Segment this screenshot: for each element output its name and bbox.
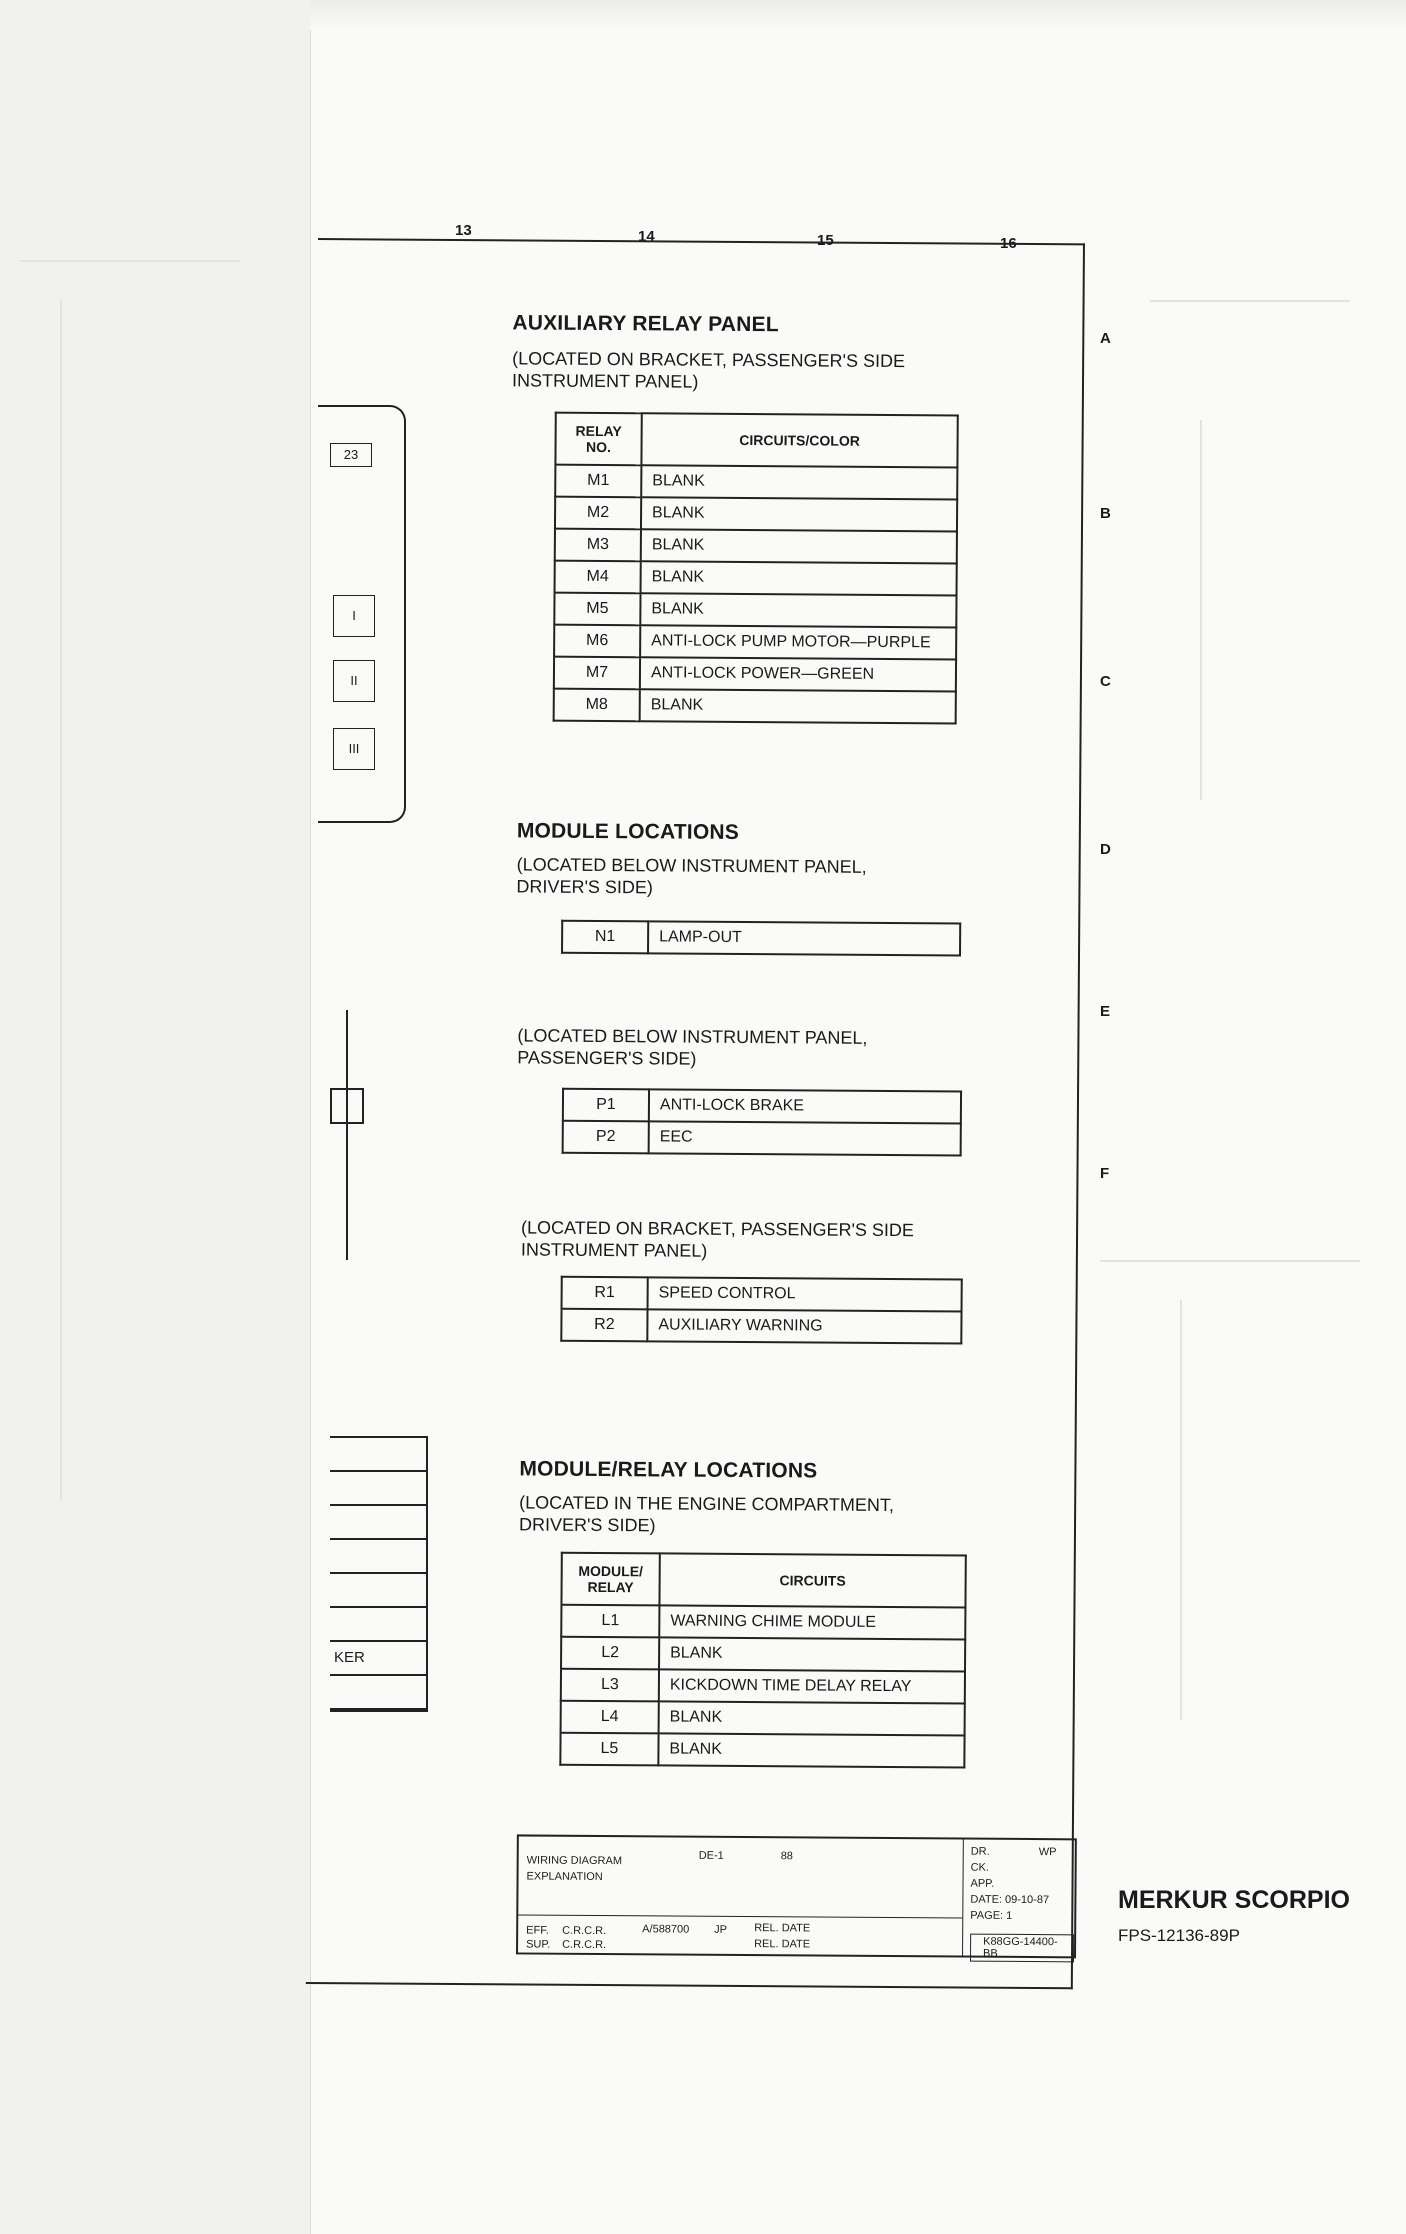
module-no: P2 [563,1121,649,1154]
title-eff: EFF. [526,1924,549,1937]
table-row [563,1089,961,1124]
module-no: P1 [563,1089,649,1122]
relay-no: M3 [555,529,641,562]
module-circuit: KICKDOWN TIME DELAY RELAY [659,1669,965,1703]
plug-i: I [333,595,375,637]
table-row [561,1605,965,1640]
title-divider [518,1914,962,1918]
title-crcr1: C.R.C.R. [562,1924,607,1938]
relay-circuit: BLANK [640,593,956,627]
relay-circuit: BLANK [641,497,957,531]
aux-relay-panel-title: AUXILIARY RELAY PANEL [512,311,779,337]
title-app: APP. [970,1877,995,1890]
engine-module-relay-table [559,1552,966,1769]
ghost-line [1150,300,1350,302]
row-letter-d: D [1100,841,1111,858]
ghost-line [1180,1300,1182,1720]
subtitle-line: DRIVER'S SIDE) [516,876,654,898]
relay-no: M8 [554,689,640,722]
table-row [561,1701,965,1736]
module-no: N1 [562,921,648,954]
brand-title: MERKUR SCORPIO [1118,1886,1350,1914]
relay-no: M1 [555,465,641,498]
relay-circuit: AUXILIARY WARNING [647,1309,961,1343]
stack-row-label: KER [330,1642,426,1676]
title-date: DATE: 09-10-87 [970,1893,1050,1907]
column-number-14: 14 [638,228,655,245]
title-wp: WP [1038,1846,1057,1859]
title-rel-date2: REL. DATE [754,1938,811,1951]
row-letter-a: A [1100,330,1111,347]
relay-circuit: ANTI-LOCK PUMP MOTOR—PURPLE [640,625,956,659]
plug-iii: III [333,728,375,770]
table-row [554,657,956,692]
ghost-line [1200,420,1202,800]
ghost-line [60,300,62,1500]
ghost-line [1100,1260,1360,1262]
passenger-module-table [562,1088,962,1157]
header-circuits-color: CIRCUITS/COLOR [641,413,957,467]
title-rel-date1: REL. DATE [754,1922,811,1935]
subtitle-line: (LOCATED IN THE ENGINE COMPARTMENT, [519,1492,894,1516]
title-code: DE-1 [698,1849,724,1862]
relay-circuit: BLANK [640,689,956,723]
module-no: L3 [561,1669,659,1702]
title-sup: SUP. [526,1938,551,1951]
table-row [561,1637,965,1672]
table-row [561,1669,965,1704]
table-row [561,1309,961,1344]
table-row [555,529,957,564]
subtitle-line: (LOCATED BELOW INSTRUMENT PANEL, [517,1025,868,1048]
relay-no: M7 [554,657,640,690]
module-no: L2 [561,1637,659,1670]
table-row [555,561,957,596]
top-shade [310,0,1406,30]
table-row [555,465,957,500]
module-locations-bracket-subtitle [521,1216,914,1263]
table-row [554,689,956,724]
title-drawing-no: K88GG-14400-BB [970,1934,1074,1963]
relay-no: M2 [555,497,641,530]
header-module-relay: MODULE/ RELAY [561,1553,659,1606]
title-year: 88 [780,1850,794,1863]
content-area [306,238,1083,1985]
ghost-line [20,260,240,262]
relay-no: M4 [555,561,641,594]
module-circuit: WARNING CHIME MODULE [659,1605,965,1639]
plug-ii: II [333,660,375,702]
title-dr: DR. [970,1845,990,1858]
module-no: L4 [561,1701,659,1734]
row-letter-b: B [1100,505,1111,522]
title-name-line2: EXPLANATION [526,1870,603,1884]
module-circuit: BLANK [659,1701,965,1735]
module-circuit: BLANK [658,1733,964,1767]
relay-no: M6 [554,625,640,658]
module-no: L5 [560,1733,658,1766]
module-locations-passenger-subtitle [517,1024,867,1070]
module-relay-locations-subtitle [519,1491,894,1538]
subtitle-line: (LOCATED ON BRACKET, PASSENGER'S SIDE [512,348,906,372]
subtitle-line: INSTRUMENT PANEL) [520,1239,708,1261]
title-initials: JP [714,1923,728,1936]
relay-no: R1 [562,1277,648,1310]
table-row [562,1277,962,1312]
fps-number: FPS-12136-89P [1118,1926,1240,1945]
left-page [0,0,319,2234]
table-row [563,1121,961,1156]
title-block [516,1834,1077,1958]
module-circuit: LAMP-OUT [648,921,960,955]
title-divider [962,1840,964,1956]
subtitle-line: INSTRUMENT PANEL) [511,370,699,392]
module-relay-locations-title: MODULE/RELAY LOCATIONS [519,1457,818,1483]
table-row [562,921,960,956]
row-letter-c: C [1100,673,1111,690]
title-page: PAGE: 1 [970,1909,1013,1922]
row-letter-f: F [1100,1165,1110,1182]
module-no: L1 [561,1605,659,1638]
relay-circuit: BLANK [641,529,957,563]
title-ck: CK. [970,1861,990,1874]
module-locations-driver-subtitle [516,853,866,899]
module-circuit: BLANK [659,1637,965,1671]
module-locations-title: MODULE LOCATIONS [516,819,740,844]
subtitle-line: (LOCATED ON BRACKET, PASSENGER'S SIDE [521,1217,915,1241]
title-crcr2: C.R.C.R. [562,1938,607,1952]
module-circuit: ANTI-LOCK BRAKE [649,1089,961,1123]
relay-circuit: SPEED CONTROL [648,1277,962,1311]
relay-circuit: BLANK [641,561,957,595]
column-number-13: 13 [455,222,472,239]
title-number: A/588700 [642,1923,690,1936]
table-row [555,497,957,532]
row-letter-e: E [1100,1003,1111,1020]
title-name-line1: WIRING DIAGRAM [526,1854,623,1868]
aux-relay-panel-subtitle [512,347,905,394]
table-row [554,625,956,660]
subtitle-line: DRIVER'S SIDE) [518,1514,656,1536]
aux-relay-table [553,412,959,725]
table-row [554,593,956,628]
table-row [560,1733,964,1768]
bracket-relay-table [560,1276,962,1345]
driver-module-table [561,920,961,957]
header-circuits: CIRCUITS [659,1553,965,1607]
relay-circuit: BLANK [641,465,957,499]
subtitle-line: (LOCATED BELOW INSTRUMENT PANEL, [516,854,867,877]
relay-no: M5 [554,593,640,626]
column-number-15: 15 [817,232,834,249]
module-circuit: EEC [649,1121,961,1155]
header-relay-no: RELAY NO. [555,413,641,466]
relay-circuit: ANTI-LOCK POWER—GREEN [640,657,956,691]
relay-no: R2 [561,1309,647,1342]
connector-tag: 23 [330,443,372,467]
subtitle-line: PASSENGER'S SIDE) [517,1047,697,1069]
column-number-16: 16 [1000,235,1017,252]
